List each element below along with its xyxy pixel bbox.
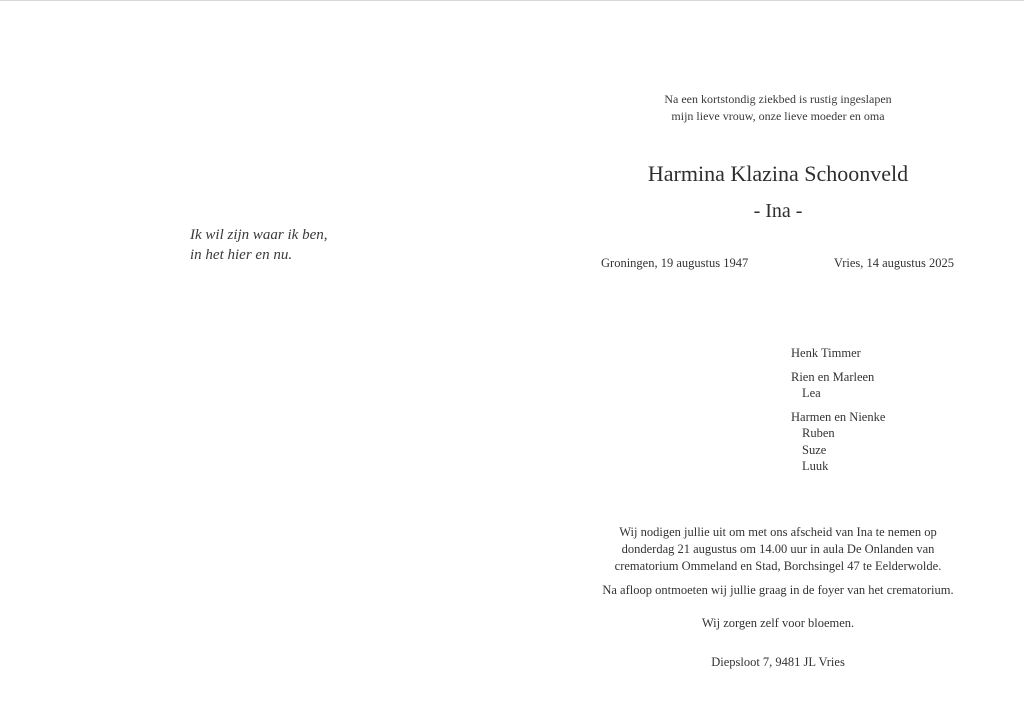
grandchild: Suze: [802, 442, 827, 457]
invitation-text: [568, 524, 988, 575]
reception-note: Na afloop ontmoeten wij jullie graag in de foyer van het crematorium.: [602, 583, 954, 597]
quote-line: in het hier en nu.: [190, 247, 293, 263]
family-group: [791, 345, 885, 362]
family-member: Rien en Marleen: [791, 369, 875, 384]
flowers-note: Wij zorgen zelf voor bloemen.: [701, 616, 855, 630]
family-member: Harmen en Nienke: [791, 409, 886, 424]
family-member: Henk Timmer: [791, 346, 861, 360]
intro-text: [578, 91, 978, 125]
death-place-date: Vries, 14 augustus 2025: [833, 256, 954, 270]
quote-line: Ik wil zijn waar ik ben,: [190, 227, 328, 243]
deceased-nickname: - Ina -: [753, 200, 803, 222]
family-group: [791, 409, 885, 475]
grandchild: Luuk: [802, 459, 829, 473]
invitation-line: donderdag 21 augustus om 14.00 uur in aula De Onlanden van: [621, 542, 935, 556]
invitation-line: Wij nodigen jullie uit om met ons afscheid van Ina te nemen op: [619, 525, 937, 539]
birth-place-date: Groningen, 19 augustus 1947: [601, 256, 749, 270]
opening-quote: [190, 225, 328, 265]
deceased-full-name: Harmina Klazina Schoonveld: [647, 161, 909, 186]
page-top-border: [0, 0, 1024, 1]
intro-line: mijn lieve vrouw, onze lieve moeder en oma: [671, 109, 885, 123]
grandchild: Ruben: [802, 426, 835, 440]
family-list: [791, 345, 885, 482]
family-group: [791, 369, 885, 402]
grandchild: Lea: [802, 386, 821, 400]
family-address: Diepsloot 7, 9481 JL Vries: [711, 655, 845, 669]
intro-line: Na een kortstondig ziekbed is rustig ingeslapen: [664, 92, 892, 106]
invitation-line: crematorium Ommeland en Stad, Borchsingel 47 te Eelderwolde.: [614, 559, 942, 573]
